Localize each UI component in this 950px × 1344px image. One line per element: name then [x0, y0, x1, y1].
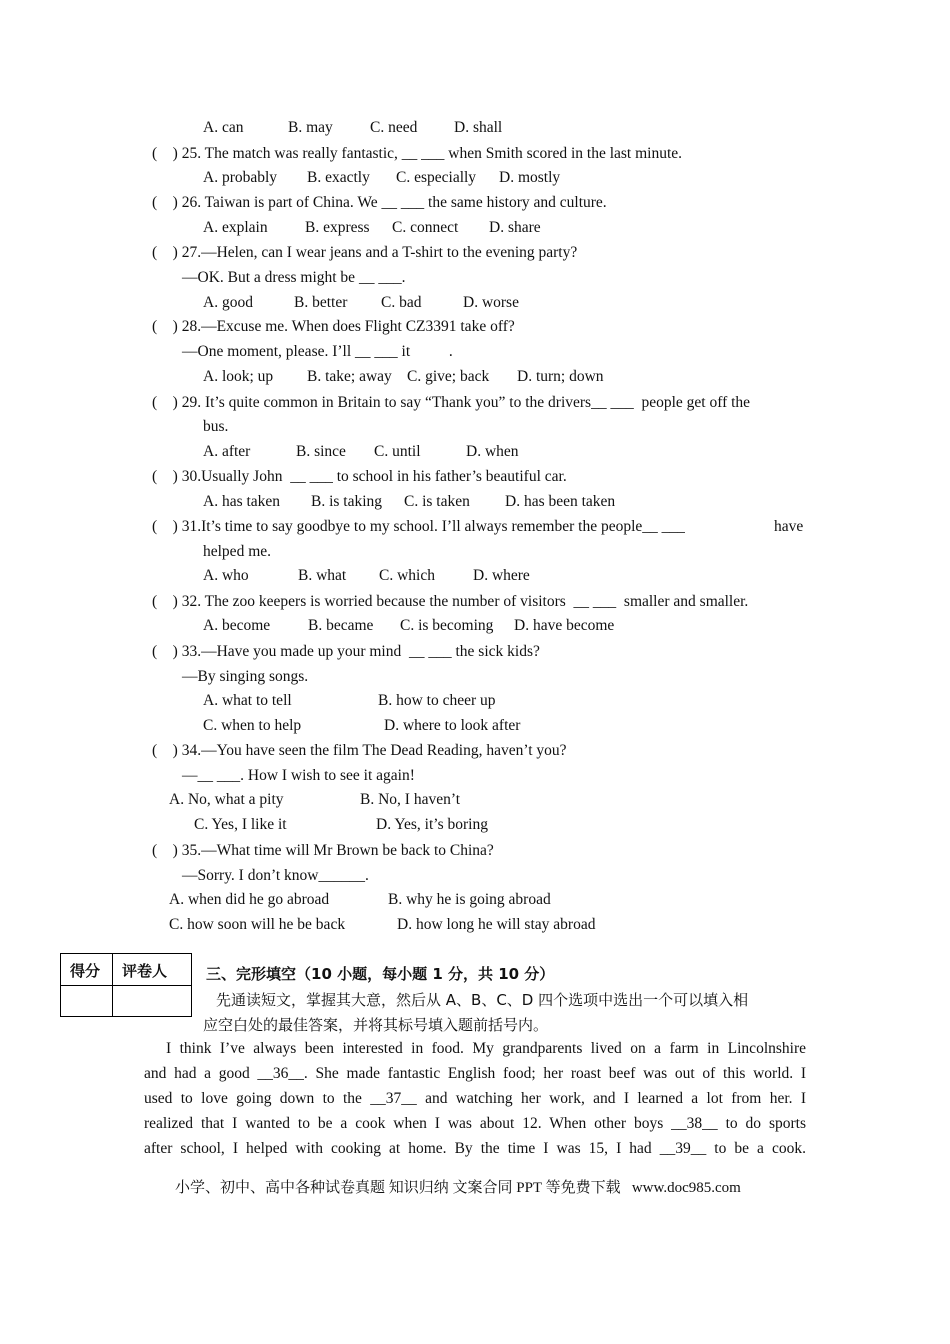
question-35-stem: ( ) 35.—What time will Mr Brown be back to China?	[152, 842, 494, 859]
q35-option-c: C. how soon will he be back	[169, 916, 346, 933]
question-31-continuation: helped me.	[203, 543, 272, 560]
score-entry-cell[interactable]	[61, 986, 113, 1016]
q24-option-a: A. can	[203, 119, 244, 136]
q27-option-a: A. good	[203, 294, 253, 311]
q26-option-a: A. explain	[203, 219, 268, 236]
q25-option-b: B. exactly	[307, 169, 370, 186]
q26-option-d: D. share	[489, 219, 541, 236]
q35-option-b: B. why he is going abroad	[388, 891, 551, 908]
q34-option-b: B. No, I haven’t	[360, 791, 461, 808]
question-31-stem: ( ) 31.It’s time to say goodbye to my school. I’ll always remember the people__ ___	[152, 518, 685, 535]
score-table	[60, 953, 192, 1017]
question-27-stem: ( ) 27.—Helen, can I wear jeans and a T-shirt to the evening party?	[152, 244, 578, 261]
question-35-reply: —Sorry. I don’t know______.	[182, 867, 369, 884]
q29-option-c: C. until	[374, 443, 421, 460]
question-25-stem: ( ) 25. The match was really fantastic, __ ___ when Smith scored in the last minute.	[152, 145, 683, 162]
q35-option-d: D. how long he will stay abroad	[397, 916, 596, 933]
question-29-stem: ( ) 29. It’s quite common in Britain to say “Thank you” to the drivers__ ___ people get off the	[152, 394, 751, 411]
grader-header-label: 评卷人	[122, 962, 168, 980]
q32-option-c: C. is becoming	[400, 617, 494, 634]
q30-option-c: C. is taken	[404, 493, 470, 510]
passage-line-1: I think I’ve always been interested in food. My grandparents lived on a farm in Lincolnshire	[166, 1040, 806, 1057]
passage-line-4: realized that I wanted to be a cook when I was about 12. When other boys __38__ to do sports	[144, 1115, 806, 1132]
question-34-reply: —__ ___. How I wish to see it again!	[182, 767, 415, 784]
q32-option-a: A. become	[203, 617, 271, 634]
q25-option-a: A. probably	[203, 169, 278, 186]
q34-option-d: D. Yes, it’s boring	[376, 816, 488, 833]
q27-option-b: B. better	[294, 294, 348, 311]
score-header-cell	[61, 954, 113, 986]
grader-header-cell	[113, 954, 191, 986]
question-27-reply: —OK. But a dress might be __ ___.	[182, 269, 406, 286]
q31-option-a: A. who	[203, 567, 249, 584]
passage-line-5: after school, I helped with cooking at home. By the time I was 15, I had __39__ to be a cook.	[144, 1140, 806, 1157]
q25-option-d: D. mostly	[499, 169, 561, 186]
q24-option-b: B. may	[288, 119, 333, 136]
q24-option-d: D. shall	[454, 119, 503, 136]
q34-option-c: C. Yes, I like it	[194, 816, 287, 833]
q28-option-a: A. look; up	[203, 368, 274, 385]
q27-option-d: D. worse	[463, 294, 519, 311]
q33-option-c: C. when to help	[203, 717, 302, 734]
passage-line-2: and had a good __36__. She made fantastic English food; her roast beef was out of this world. I	[144, 1065, 806, 1082]
passage-line-3: used to love going down to the __37__ and watching her work, and I learned a lot from her. I	[144, 1090, 806, 1107]
question-33-reply: —By singing songs.	[182, 668, 309, 685]
q24-option-c: C. need	[370, 119, 418, 136]
section-3-instruction-line-1: 先通读短文，掌握其大意，然后从 A、B、C、D 四个选项中选出一个可以填入相	[216, 991, 749, 1009]
q25-option-c: C. especially	[396, 169, 477, 186]
q32-option-b: B. became	[308, 617, 374, 634]
q26-option-c: C. connect	[392, 219, 459, 236]
q33-option-a: A. what to tell	[203, 692, 292, 709]
question-30-stem: ( ) 30.Usually John __ ___ to school in his father’s beautiful car.	[152, 468, 567, 485]
q26-option-b: B. express	[305, 219, 370, 236]
q29-option-b: B. since	[296, 443, 346, 460]
q30-option-a: A. has taken	[203, 493, 281, 510]
page-footer: 小学、初中、高中各种试卷真题 知识归纳 文案合同 PPT 等免费下载 www.doc985.com	[175, 1180, 741, 1196]
question-28-reply: —One moment, please. I’ll __ ___ it .	[182, 343, 453, 360]
q29-option-a: A. after	[203, 443, 251, 460]
q34-option-a: A. No, what a pity	[169, 791, 284, 808]
score-header-label: 得分	[70, 962, 101, 980]
question-32-stem: ( ) 32. The zoo keepers is worried because the number of visitors __ ___ smaller and smaller.	[152, 593, 749, 610]
question-28-stem: ( ) 28.—Excuse me. When does Flight CZ3391 take off?	[152, 318, 515, 335]
grader-entry-cell[interactable]	[113, 986, 191, 1016]
q29-option-d: D. when	[466, 443, 519, 460]
q30-option-b: B. is taking	[311, 493, 383, 510]
q28-option-c: C. give; back	[407, 368, 490, 385]
question-29-continuation: bus.	[203, 418, 229, 435]
q33-option-d: D. where to look after	[384, 717, 521, 734]
q28-option-d: D. turn; down	[517, 368, 604, 385]
section-3-instruction-line-2: 应空白处的最佳答案，并将其标号填入题前括号内。	[203, 1016, 549, 1034]
question-34-stem: ( ) 34.—You have seen the film The Dead Reading, haven’t you?	[152, 742, 567, 759]
q35-option-a: A. when did he go abroad	[169, 891, 330, 908]
section-3-title: 三、完形填空（10 小题，每小题 1 分，共 10 分）	[206, 965, 555, 983]
q30-option-d: D. has been taken	[505, 493, 616, 510]
q33-option-b: B. how to cheer up	[378, 692, 496, 709]
q31-option-b: B. what	[298, 567, 347, 584]
q31-option-d: D. where	[473, 567, 530, 584]
q32-option-d: D. have become	[514, 617, 615, 634]
question-33-stem: ( ) 33.—Have you made up your mind __ ___ the sick kids?	[152, 643, 540, 660]
question-26-stem: ( ) 26. Taiwan is part of China. We __ ___ the same history and culture.	[152, 194, 607, 211]
q31-option-c: C. which	[379, 567, 435, 584]
question-31-stem-tail: have	[774, 518, 804, 535]
q28-option-b: B. take; away	[307, 368, 392, 385]
q27-option-c: C. bad	[381, 294, 422, 311]
